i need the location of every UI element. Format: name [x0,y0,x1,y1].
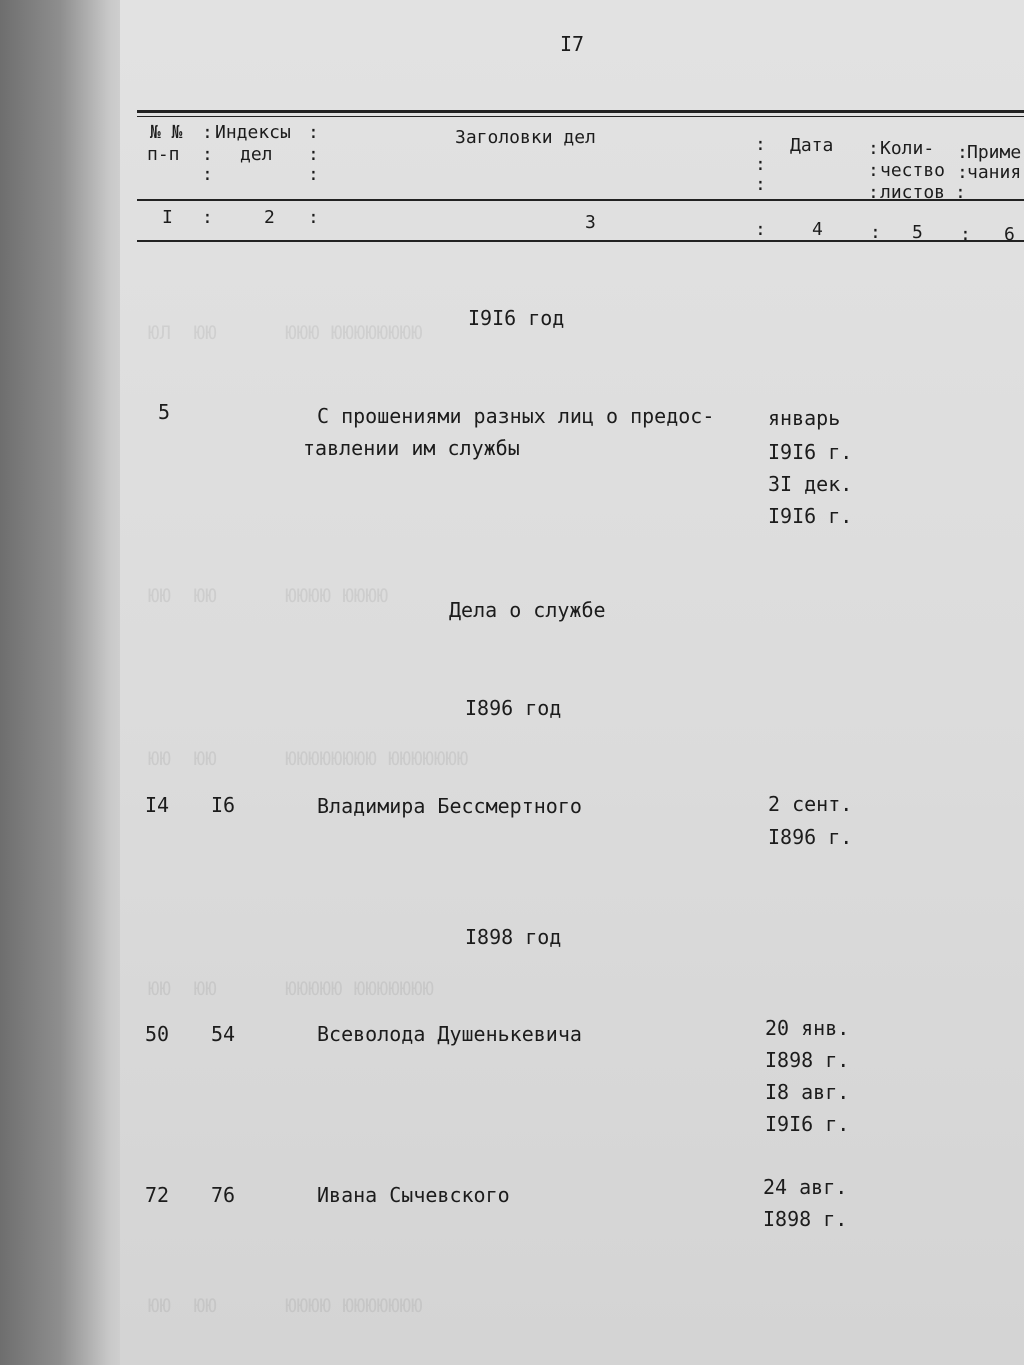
header-separator: : [868,160,879,181]
header-separator: : [202,144,213,165]
header-separator: : [202,207,213,228]
entry-number: 5 [158,400,171,424]
entry-date: 2 сент. [768,792,853,816]
column-number: I [162,207,173,228]
col6-header-line2: чания [967,162,1022,183]
entry-date: I898 г. [763,1207,848,1231]
header-top-rule [137,110,1024,113]
entry-date: I8 авг. [765,1080,850,1104]
column-number: 3 [585,212,596,233]
col3-header: Заголовки дел [455,127,596,148]
header-separator: : [308,122,319,143]
header-top-rule-2 [137,116,1024,117]
page-number: I7 [560,32,585,56]
section-year-heading: I9I6 год [468,306,565,330]
entry-date: I9I6 г. [765,1112,850,1136]
column-number: 5 [912,222,923,243]
header-separator: : [202,164,213,185]
column-number: 4 [812,219,823,240]
entry-title: Владимира Бессмертного [317,794,582,818]
header-separator: : [755,219,766,240]
entry-number: 50 [145,1022,170,1046]
header-bottom-rule [137,240,1024,242]
bleed-through: ЮЛ ЮЮ ЮЮЮ ЮЮЮЮЮЮЮЮ ЮЮ ЮЮ ЮЮЮЮ ЮЮЮЮ ЮЮ ЮЮ ЮЮЮЮЮЮЮЮ ЮЮЮЮЮЮЮ ЮЮ ЮЮ ЮЮЮЮЮ ЮЮЮЮЮЮЮ ЮЮ ЮЮ ЮЮЮЮ ЮЮЮЮЮЮЮ [148,322,469,1317]
entry-index: 54 [211,1022,236,1046]
header-separator: : [960,224,971,245]
col2-header-line2: дел [240,144,273,165]
header-separator: : [870,222,881,243]
section-heading: Дела о службе [449,598,606,622]
entry-date: январь [768,406,841,430]
entry-date: I896 г. [768,825,853,849]
entry-index: I6 [211,793,236,817]
col5-header-line3: листов [880,182,946,203]
col1-header-line2: п-п [147,144,180,165]
entry-title: тавлении им службы [303,436,520,460]
header-separator: : [308,207,319,228]
header-separator: : [957,162,968,183]
entry-title: С прошениями разных лиц о предос- [317,404,715,428]
entry-date: 24 авг. [763,1175,848,1199]
col5-header-line2: чество [880,160,946,181]
header-separator: : [955,182,966,203]
header-separator: : [308,144,319,165]
col6-header-line1: Приме [967,142,1022,163]
section-year-heading: I896 год [465,696,562,720]
entry-date: 3I дек. [768,472,853,496]
entry-date: I9I6 г. [768,504,853,528]
entry-title: Всеволода Душенькевича [317,1022,582,1046]
col4-header: Дата [790,135,834,156]
entry-number: 72 [145,1183,170,1207]
header-separator: : [308,164,319,185]
header-separator: : [202,122,213,143]
col5-header-line1: Коли- [880,138,935,159]
entry-number: I4 [145,793,170,817]
entry-index: 76 [211,1183,236,1207]
header-separator: : [957,142,968,163]
section-year-heading: I898 год [465,925,562,949]
column-number: 2 [264,207,275,228]
entry-title: Ивана Сычевского [317,1183,510,1207]
header-separator: : [868,138,879,159]
entry-date: 20 янв. [765,1016,850,1040]
col2-header-line1: Индексы [215,122,291,143]
header-separator: : [755,154,766,175]
entry-date: I898 г. [765,1048,850,1072]
column-number: 6 [1004,224,1015,245]
header-separator: : [868,182,879,203]
header-separator: : [755,174,766,195]
entry-date: I9I6 г. [768,440,853,464]
col1-header-line1: № № [150,122,183,143]
header-separator: : [755,134,766,155]
